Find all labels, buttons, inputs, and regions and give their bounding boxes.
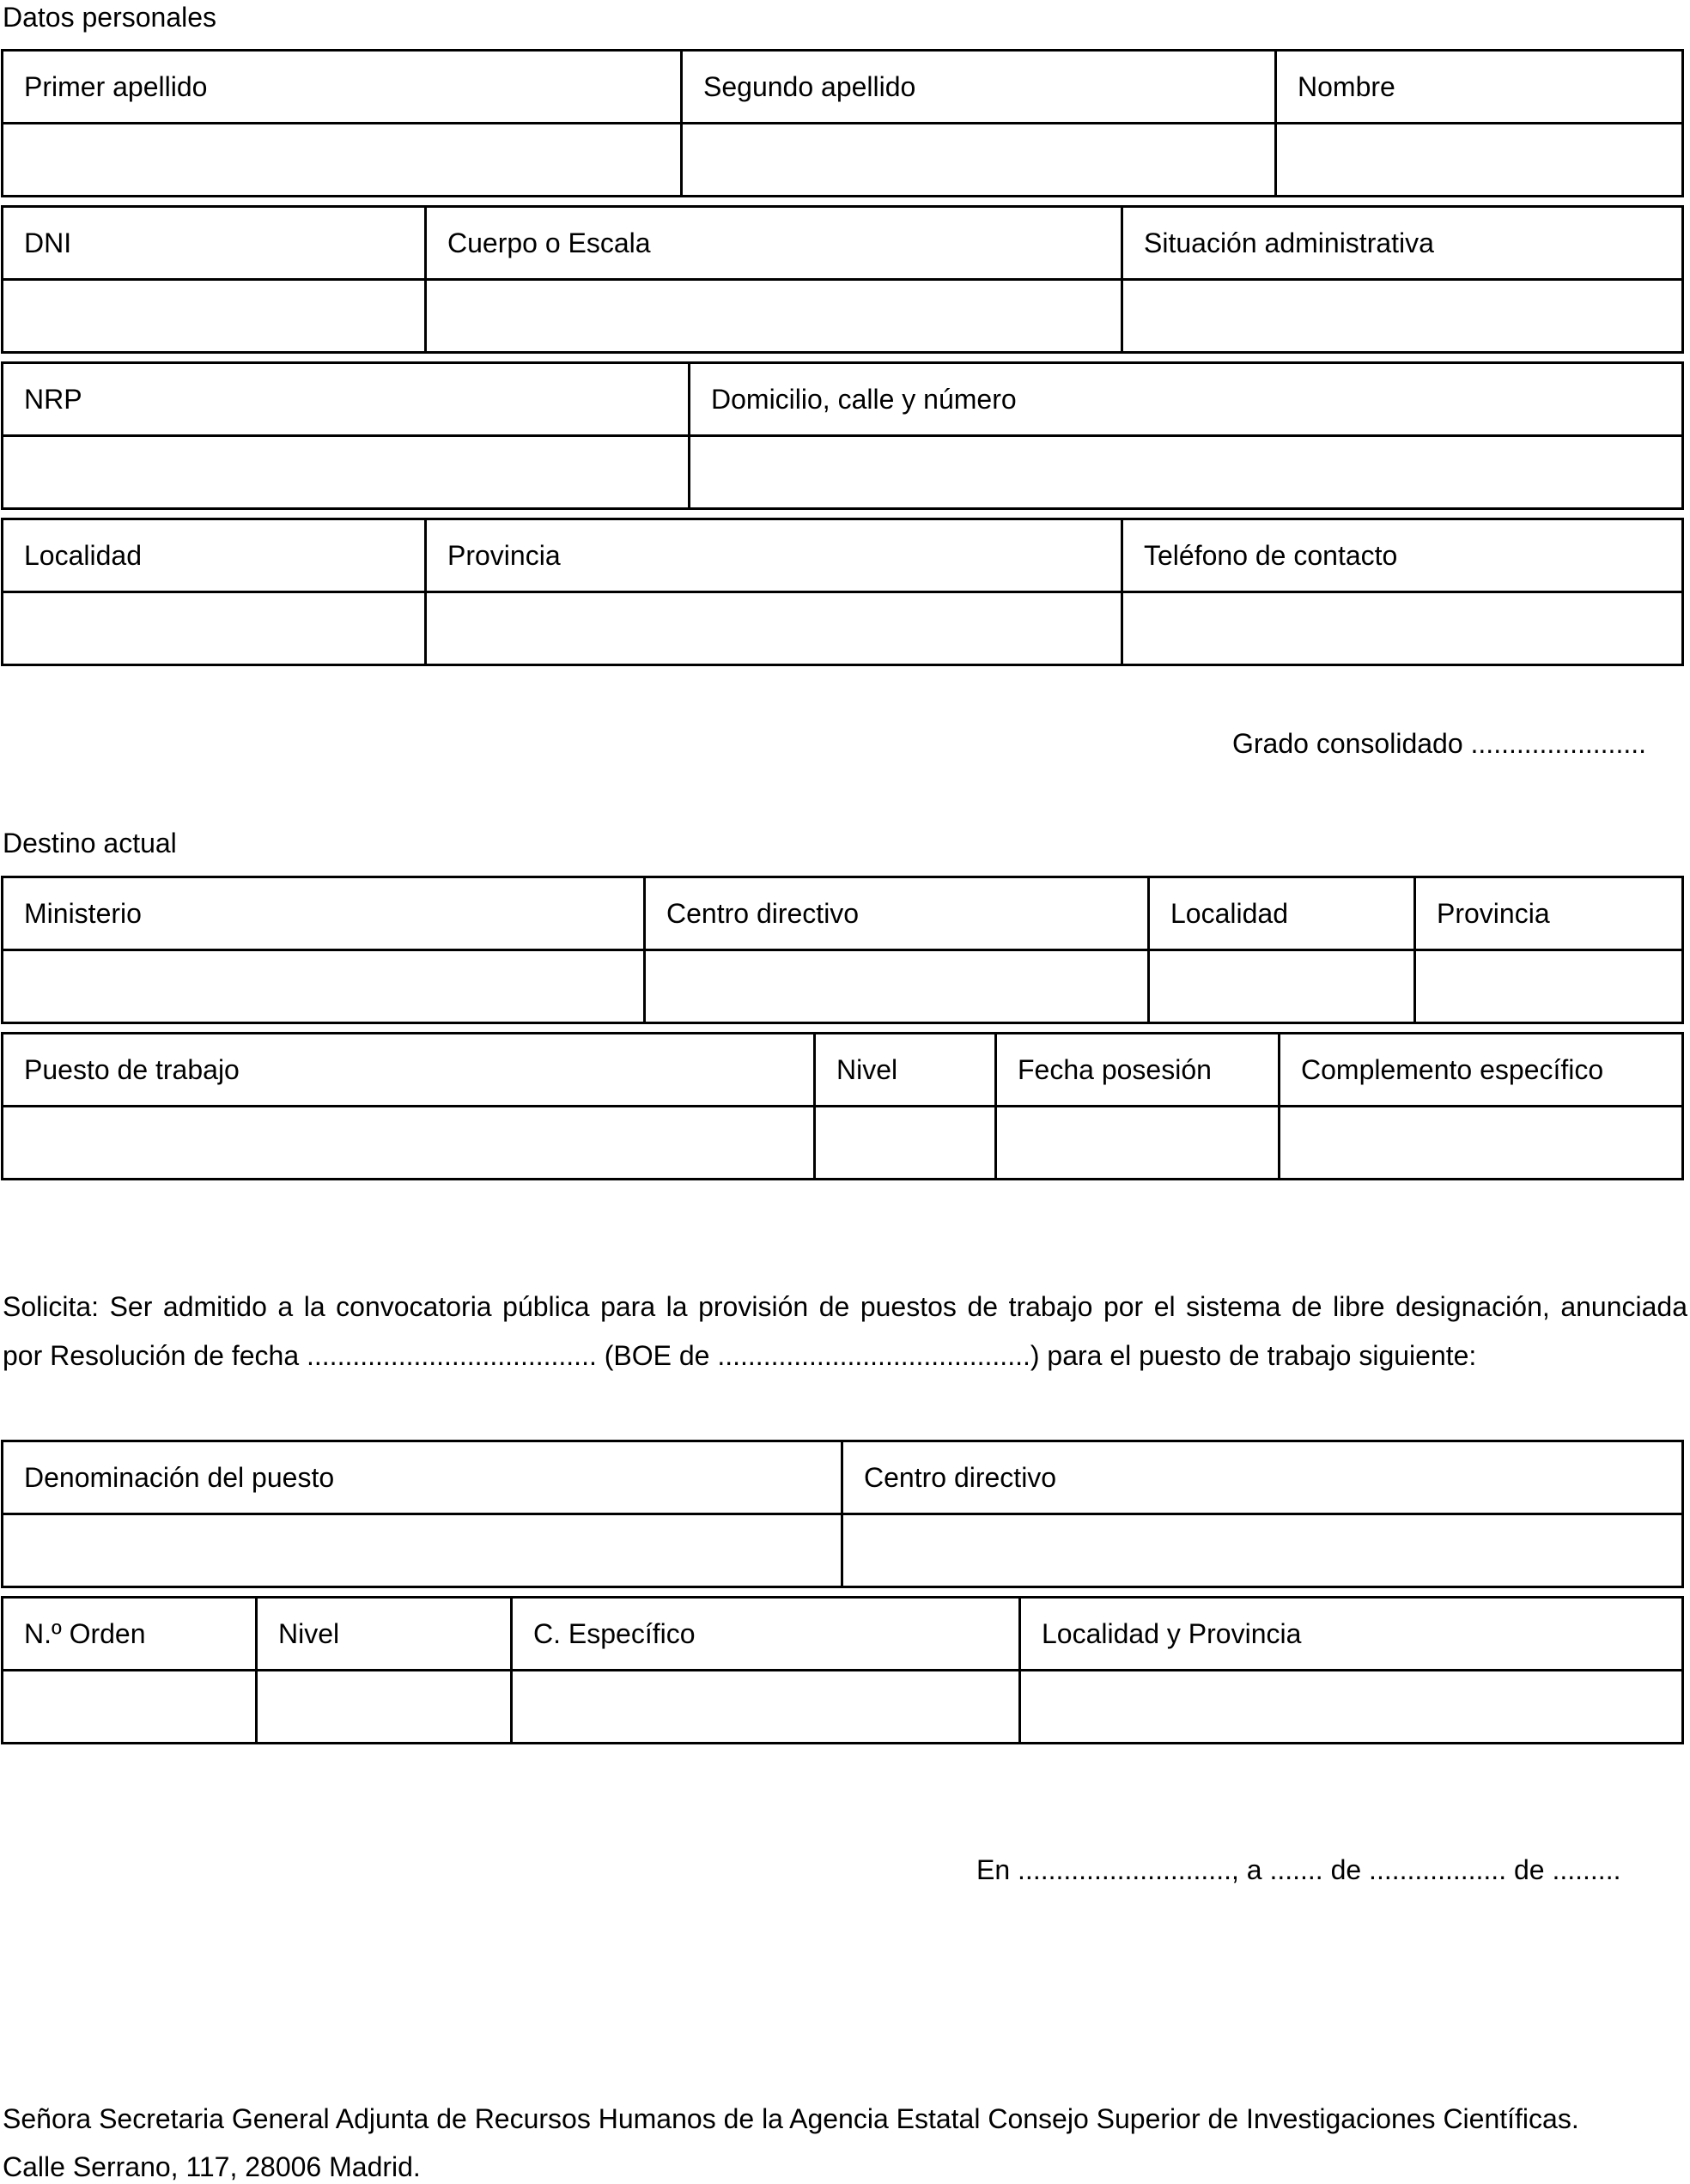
label-denominacion-puesto: Denominación del puesto <box>3 1441 842 1514</box>
label-dni: DNI <box>3 207 426 280</box>
field-segundo-apellido[interactable] <box>682 124 1276 197</box>
label-puesto-trabajo: Puesto de trabajo <box>3 1034 815 1107</box>
puesto-detalle-table <box>1 1596 1684 1744</box>
footer-address: Calle Serrano, 117, 28006 Madrid. <box>3 2151 421 2182</box>
label-localidad-provincia: Localidad y Provincia <box>1020 1598 1683 1671</box>
field-nrp[interactable] <box>3 436 690 509</box>
field-complemento-especifico[interactable] <box>1280 1107 1683 1180</box>
field-localidad-provincia[interactable] <box>1020 1671 1683 1744</box>
field-ministerio[interactable] <box>3 950 645 1023</box>
solicita-line-2: por Resolución de fecha ...................................... (BOE de .........................................) para el puesto de trabajo siguiente: <box>3 1340 1477 1371</box>
field-cuerpo-escala[interactable] <box>426 280 1122 353</box>
label-localidad: Localidad <box>3 519 426 592</box>
label-c-especifico: C. Específico <box>512 1598 1020 1671</box>
field-destino-localidad[interactable] <box>1149 950 1415 1023</box>
label-centro-directivo: Centro directivo <box>645 877 1149 950</box>
field-primer-apellido[interactable] <box>3 124 682 197</box>
destino-org-table <box>1 876 1684 1024</box>
solicita-paragraph <box>3 1283 1687 1380</box>
label-complemento-especifico: Complemento específico <box>1280 1034 1683 1107</box>
field-nombre[interactable] <box>1276 124 1683 197</box>
footer-addressee: Señora Secretaria General Adjunta de Recursos Humanos de la Agencia Estatal Consejo Superior de Investigaciones Científicas. <box>3 2103 1579 2134</box>
label-nivel: Nivel <box>815 1034 996 1107</box>
label-nombre: Nombre <box>1276 51 1683 124</box>
personal-address-table <box>1 361 1684 510</box>
field-dni[interactable] <box>3 280 426 353</box>
personal-location-table <box>1 518 1684 666</box>
label-ministerio: Ministerio <box>3 877 645 950</box>
field-localidad[interactable] <box>3 592 426 665</box>
label-puesto-centro-directivo: Centro directivo <box>842 1441 1683 1514</box>
field-destino-provincia[interactable] <box>1415 950 1683 1023</box>
label-situacion-administrativa: Situación administrativa <box>1122 207 1683 280</box>
lugar-fecha-line: En ............................, a ....... de .................. de ......... <box>976 1854 1621 1885</box>
field-situacion-administrativa[interactable] <box>1122 280 1683 353</box>
grado-consolidado: Grado consolidado ....................... <box>1232 728 1646 759</box>
label-cuerpo-escala: Cuerpo o Escala <box>426 207 1122 280</box>
label-destino-provincia: Provincia <box>1415 877 1683 950</box>
label-destino-localidad: Localidad <box>1149 877 1415 950</box>
destino-actual-title: Destino actual <box>3 828 177 858</box>
field-denominacion-puesto[interactable] <box>3 1514 842 1587</box>
field-puesto-nivel[interactable] <box>257 1671 512 1744</box>
label-domicilio: Domicilio, calle y número <box>690 363 1683 436</box>
solicita-line-1: Solicita: Ser admitido a la convocatoria pública para la provisión de puestos de trabajo por el sistema de libre designación, anunciada <box>3 1291 1687 1322</box>
label-puesto-nivel: Nivel <box>257 1598 512 1671</box>
field-centro-directivo[interactable] <box>645 950 1149 1023</box>
field-c-especifico[interactable] <box>512 1671 1020 1744</box>
field-provincia[interactable] <box>426 592 1122 665</box>
label-nrp: NRP <box>3 363 690 436</box>
label-provincia: Provincia <box>426 519 1122 592</box>
field-domicilio[interactable] <box>690 436 1683 509</box>
label-segundo-apellido: Segundo apellido <box>682 51 1276 124</box>
personal-names-table <box>1 49 1684 197</box>
personal-id-table <box>1 205 1684 354</box>
personal-data-title: Datos personales <box>3 2 217 33</box>
puesto-solicitado-table <box>1 1440 1684 1588</box>
field-telefono[interactable] <box>1122 592 1683 665</box>
field-fecha-posesion[interactable] <box>996 1107 1280 1180</box>
label-primer-apellido: Primer apellido <box>3 51 682 124</box>
field-nivel[interactable] <box>815 1107 996 1180</box>
field-puesto-centro-directivo[interactable] <box>842 1514 1683 1587</box>
label-telefono: Teléfono de contacto <box>1122 519 1683 592</box>
field-puesto-trabajo[interactable] <box>3 1107 815 1180</box>
field-numero-orden[interactable] <box>3 1671 257 1744</box>
label-numero-orden: N.º Orden <box>3 1598 257 1671</box>
destino-puesto-table <box>1 1032 1684 1180</box>
label-fecha-posesion: Fecha posesión <box>996 1034 1280 1107</box>
